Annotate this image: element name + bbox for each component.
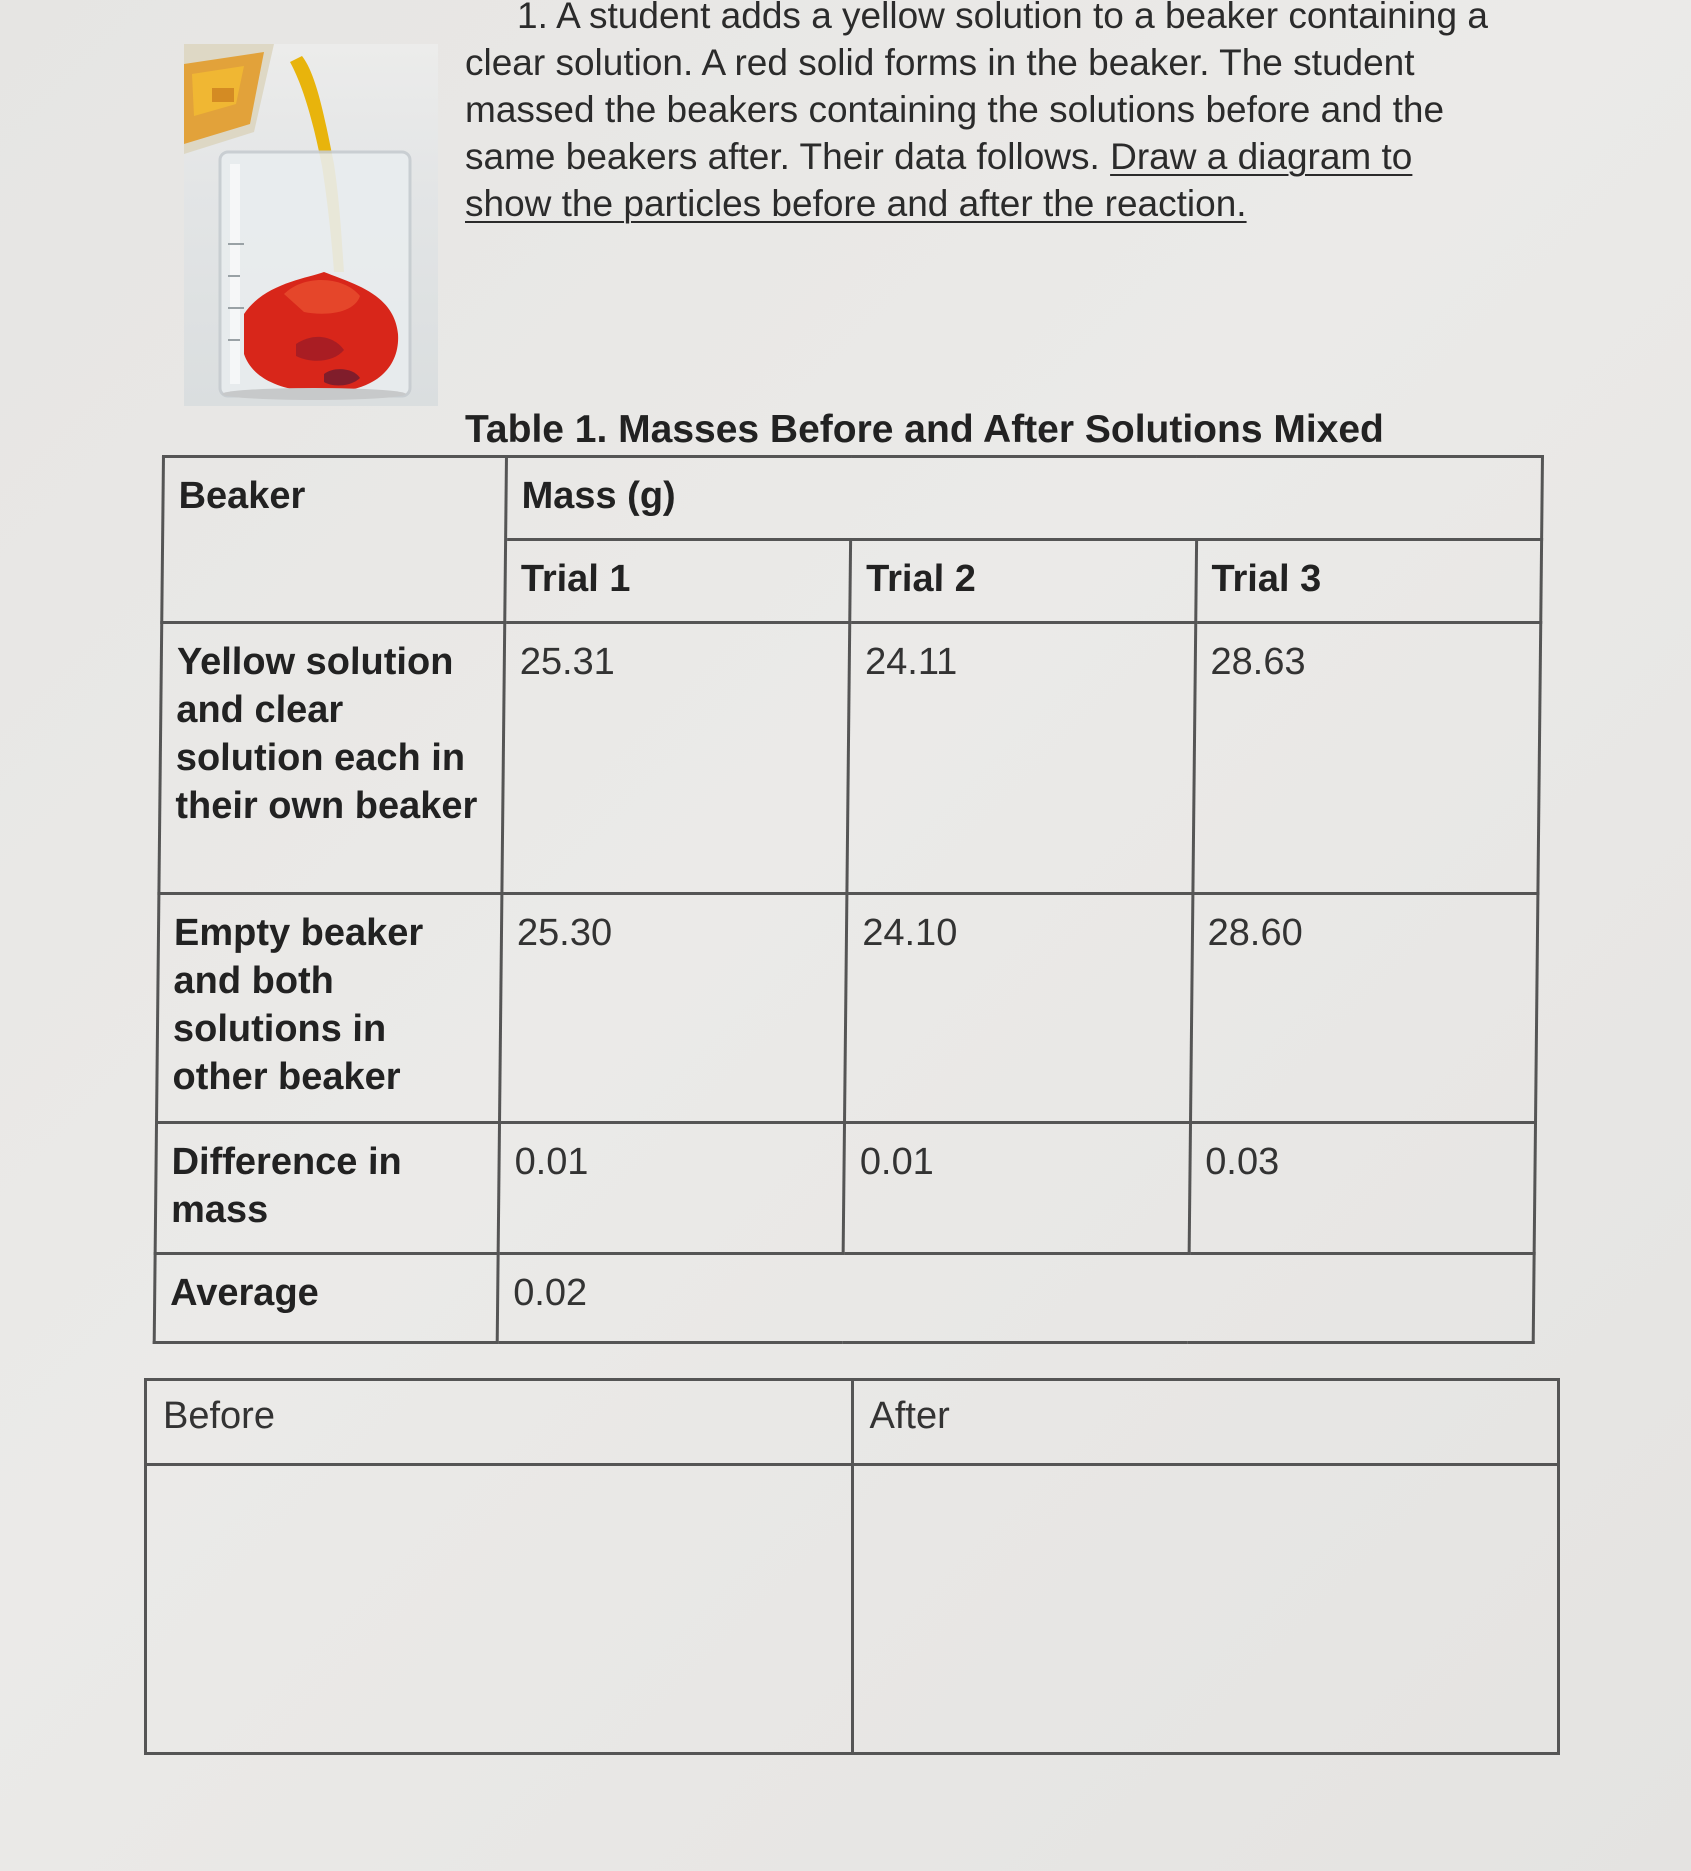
before-after-header-row	[146, 1380, 1559, 1465]
cell-value: 0.01	[843, 1123, 1190, 1254]
table-header-row	[163, 457, 1543, 540]
header-trial-1: Trial 1	[505, 540, 851, 623]
question-number: 1.	[517, 0, 548, 36]
table-row-average	[154, 1254, 1534, 1343]
after-drawing-area[interactable]	[852, 1465, 1559, 1754]
row-label: Yellow solution and clear solution each in their own beaker	[159, 623, 505, 894]
table-row	[159, 623, 1541, 894]
header-beaker: Beaker	[163, 457, 507, 540]
beaker-photo	[184, 44, 438, 406]
question-1	[465, 0, 1505, 227]
header-mass: Mass (g)	[506, 457, 1543, 540]
row-label: Empty beaker and both solutions in other beaker	[157, 894, 502, 1123]
before-label: Before	[146, 1380, 853, 1465]
question-instruction: Draw a diagram to show the particles before and after the reaction.	[465, 136, 1413, 224]
header-beaker-spacer	[162, 540, 506, 623]
before-after-drawing-row	[146, 1465, 1559, 1754]
average-value: 0.02	[497, 1254, 1534, 1343]
after-label: After	[852, 1380, 1559, 1465]
cell-value: 25.31	[502, 623, 850, 894]
cell-value: 24.10	[845, 894, 1193, 1123]
cell-value: 28.60	[1190, 894, 1538, 1123]
beaker-pour-illustration	[184, 44, 438, 406]
header-trial-3: Trial 3	[1195, 540, 1541, 623]
cell-value: 0.01	[498, 1123, 845, 1254]
row-label: Difference in mass	[155, 1123, 499, 1254]
table-trials-row	[162, 540, 1542, 623]
cell-value: 25.30	[500, 894, 848, 1123]
table-row	[155, 1123, 1535, 1254]
cell-value: 28.63	[1193, 623, 1541, 894]
before-after-table	[144, 1378, 1560, 1755]
cell-value: 24.11	[847, 623, 1195, 894]
cell-value: 0.03	[1189, 1123, 1536, 1254]
average-label: Average	[154, 1254, 498, 1343]
question-intro: A student adds a yellow solution to a beaker containing a clear solution. A red solid forms in the beaker. The student massed the beakers containing the solutions before and the same beakers after. Their data follows.	[465, 0, 1488, 177]
header-trial-2: Trial 2	[850, 540, 1196, 623]
mass-table	[153, 455, 1544, 1344]
before-drawing-area[interactable]	[146, 1465, 853, 1754]
table-row	[157, 894, 1538, 1123]
table-caption: Table 1. Masses Before and After Solutions Mixed	[465, 408, 1384, 451]
